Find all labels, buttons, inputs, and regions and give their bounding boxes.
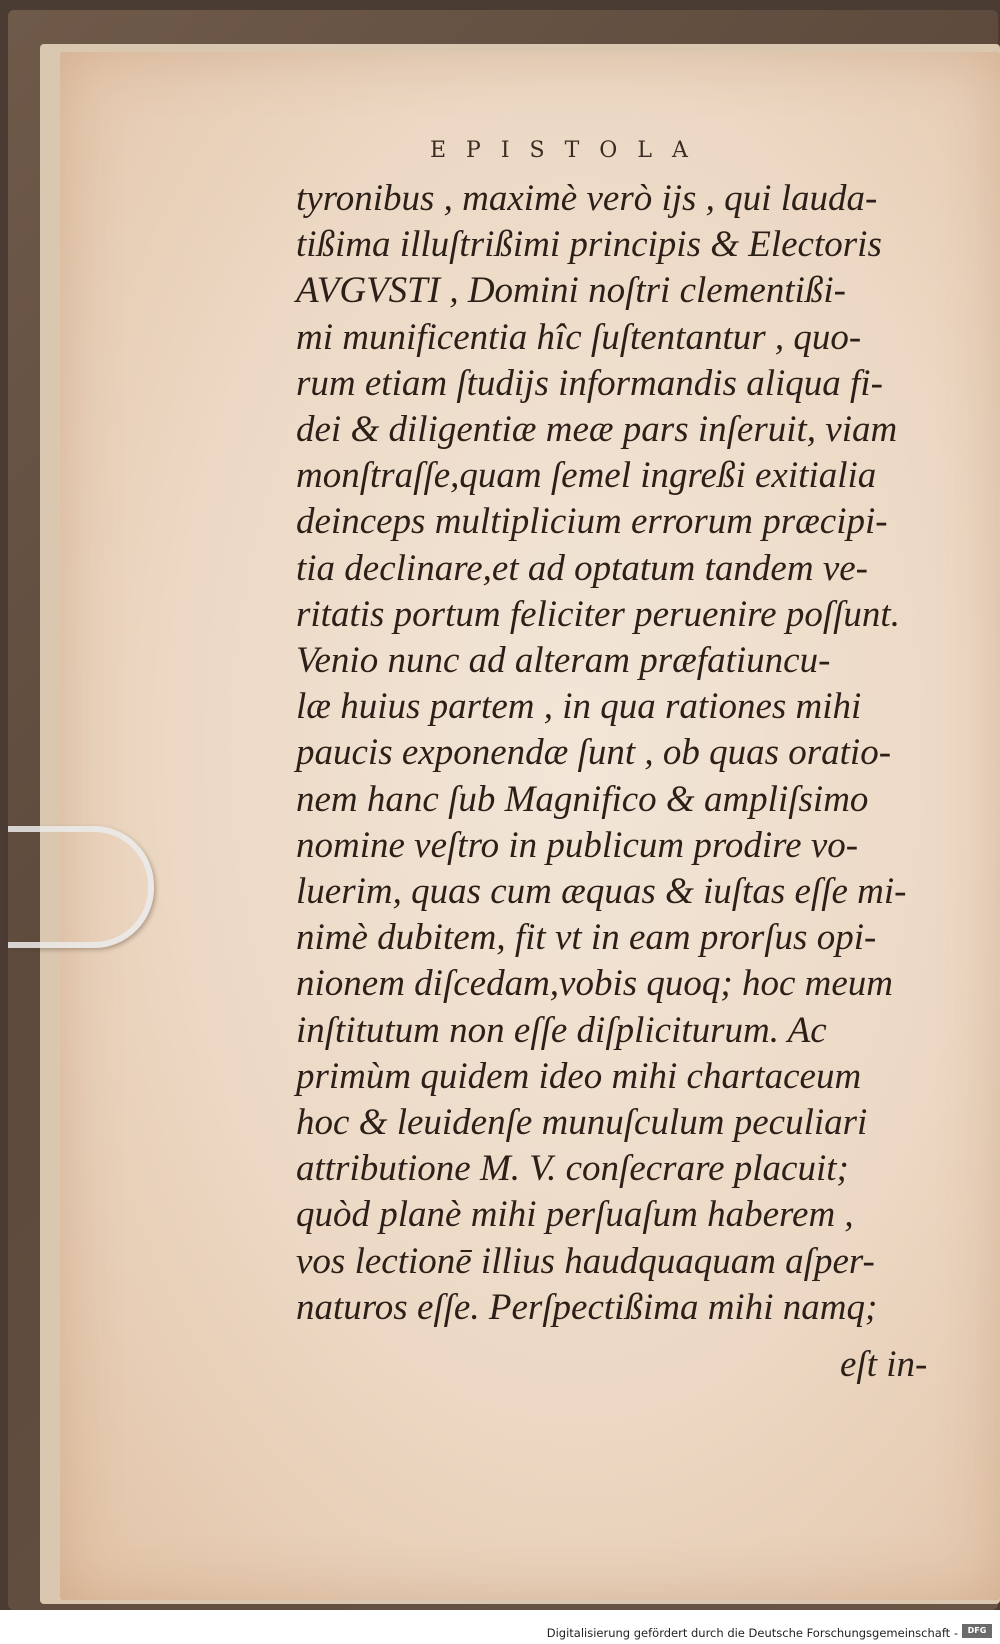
text-line: attributione M. V. conſecrare placuit; xyxy=(296,1148,849,1190)
text-line: AVGVSTI , Domini noſtri clementißi- xyxy=(296,270,846,312)
dfg-logo: DFG xyxy=(962,1624,992,1638)
text-line: paucis exponendæ ſunt , ob quas oratio- xyxy=(296,732,892,774)
text-line: nem hanc ſub Magnifico & ampliſsimo xyxy=(296,778,869,820)
text-line: mi munificentia hîc ſuſtentantur , quo- xyxy=(296,316,862,358)
text-line: primùm quidem ideo mihi chartaceum xyxy=(296,1055,862,1097)
text-line: hoc & leuidenſe munuſculum peculiari xyxy=(296,1102,868,1144)
catchword: eſt in- xyxy=(840,1344,928,1385)
text-line: nionem diſcedam,vobis quoq; hoc meum xyxy=(296,963,894,1005)
text-line: dei & diligentiæ meæ pars inſeruit, viam xyxy=(296,409,898,451)
text-line: rum etiam ſtudijs informandis aliqua fi- xyxy=(296,362,883,404)
text-line: tyronibus , maximè verò ijs , qui lauda- xyxy=(296,178,878,219)
text-line: nimè dubitem, fit vt in eam prorſus opi- xyxy=(296,917,877,959)
page-clip xyxy=(8,826,154,948)
text-line: quòd planè mihi perſuaſum haberem , xyxy=(296,1194,854,1236)
text-line: luerim, quas cum æquas & iuſtas eſſe mi- xyxy=(296,871,907,913)
running-head: EPISTOLA xyxy=(430,138,708,163)
text-line: monſtraſſe,quam ſemel ingreßi exitialia xyxy=(296,455,877,497)
text-line: vos lectionē illius haudquaquam aſper- xyxy=(296,1240,875,1282)
funding-credit: Digitalisierung gefördert durch die Deutsche Forschungsgemeinschaft - xyxy=(546,1626,958,1640)
text-line: ritatis portum feliciter peruenire poſſunt. xyxy=(296,593,900,635)
text-line: tia declinare,et ad optatum tandem ve- xyxy=(296,547,868,589)
text-line: deinceps multiplicium errorum præcipi- xyxy=(296,501,888,543)
body-text xyxy=(296,176,936,1331)
text-line: læ huius partem , in qua rationes mihi xyxy=(296,686,862,728)
text-line: inſtitutum non eſſe diſpliciturum. Ac xyxy=(296,1009,827,1051)
text-line: Venio nunc ad alteram præfatiuncu- xyxy=(296,640,831,682)
text-line: naturos eſſe. Perſpectißima mihi namq; xyxy=(296,1286,878,1328)
text-line: tißima illuſtrißimi principis & Electoris xyxy=(296,224,882,266)
text-line: nomine veſtro in publicum prodire vo- xyxy=(296,824,859,866)
